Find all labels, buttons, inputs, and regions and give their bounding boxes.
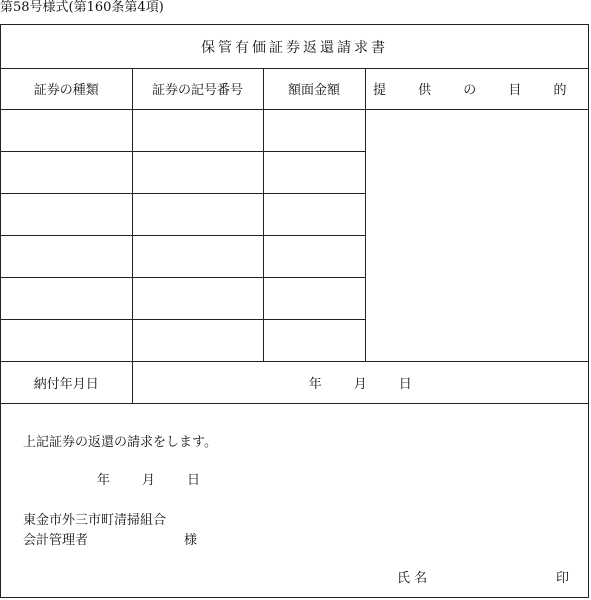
payment-month-label: 月 — [353, 376, 367, 392]
request-date[interactable] — [97, 469, 200, 488]
name-label: 氏 名 — [397, 571, 428, 586]
form-title: 保管有価証券返還請求書 — [1, 25, 588, 69]
request-month-label: 月 — [142, 473, 156, 488]
security-type-cell[interactable] — [1, 319, 132, 361]
request-day-label: 日 — [187, 473, 201, 488]
security-type-cell[interactable] — [1, 277, 132, 319]
addressee-honorific: 様 — [184, 533, 198, 548]
request-section — [1, 407, 588, 597]
form-frame — [0, 24, 589, 598]
face-value-cell[interactable] — [263, 319, 365, 361]
security-number-cell[interactable] — [132, 235, 263, 277]
security-number-cell[interactable] — [132, 151, 263, 193]
security-number-header: 証券の記号番号 — [132, 69, 263, 109]
request-statement: 上記証券の返還の請求をします。 — [23, 435, 217, 450]
face-value-cell[interactable] — [263, 277, 365, 319]
payment-day-label: 日 — [398, 376, 412, 392]
face-value-header: 額面金額 — [263, 69, 365, 109]
face-value-cell[interactable] — [263, 193, 365, 235]
purpose-header: 提 供 の 目 的 — [365, 69, 588, 109]
table-row — [1, 109, 588, 151]
security-type-cell[interactable] — [1, 109, 132, 151]
face-value-cell[interactable] — [263, 235, 365, 277]
security-number-cell[interactable] — [132, 109, 263, 151]
table-header-row — [1, 69, 588, 109]
payment-year-label: 年 — [308, 376, 322, 392]
addressee-title: 会計管理者 — [23, 533, 89, 548]
form-number: 第58号様式(第160条第4項) — [0, 0, 164, 15]
security-number-cell[interactable] — [132, 277, 263, 319]
payment-date-field[interactable] — [132, 361, 588, 403]
face-value-cell[interactable] — [263, 151, 365, 193]
request-year-label: 年 — [97, 473, 111, 488]
security-type-cell[interactable] — [1, 193, 132, 235]
payment-date-label: 納付年月日 — [1, 361, 132, 403]
security-number-cell[interactable] — [132, 193, 263, 235]
security-number-cell[interactable] — [132, 319, 263, 361]
security-type-cell[interactable] — [1, 235, 132, 277]
securities-table — [1, 69, 588, 404]
seal-mark: 印 — [556, 571, 570, 586]
purpose-cell[interactable] — [365, 109, 588, 361]
face-value-cell[interactable] — [263, 109, 365, 151]
payment-date-row — [1, 361, 588, 403]
security-type-cell[interactable] — [1, 151, 132, 193]
security-type-header: 証券の種類 — [1, 69, 132, 109]
addressee-organization: 東金市外三市町清掃組合 — [23, 513, 167, 528]
